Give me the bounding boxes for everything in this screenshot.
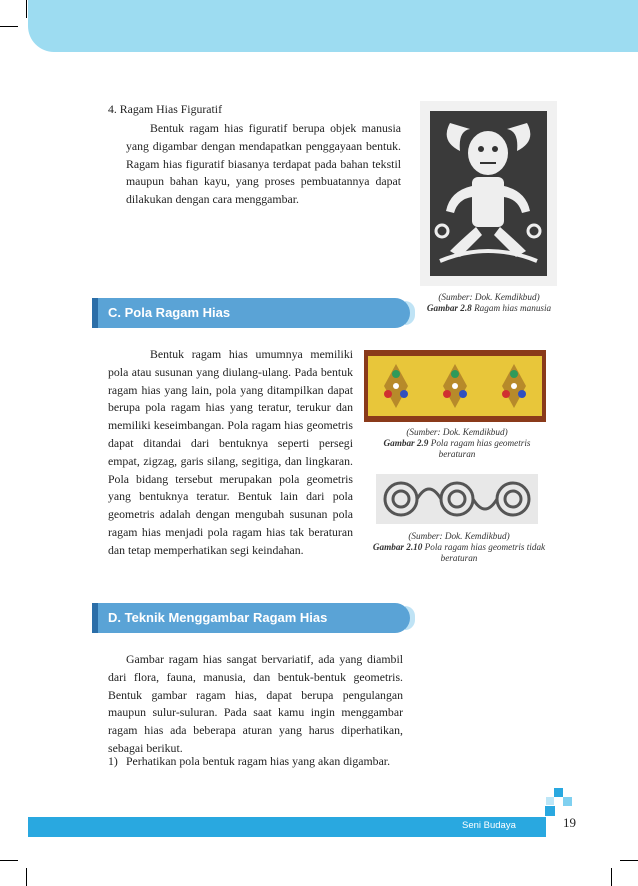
figure-2-8-text: Ragam hias manusia xyxy=(474,303,552,313)
crop-mark xyxy=(26,0,27,18)
figure-2-8-image xyxy=(420,101,557,286)
figure-2-8-source: (Sumber: Dok. Kemdikbud) xyxy=(438,292,540,302)
section-c-heading: C. Pola Ragam Hias xyxy=(92,298,410,328)
page-number: 19 xyxy=(563,815,576,830)
figure-2-10-source: (Sumber: Dok. Kemdikbud) xyxy=(408,531,510,541)
scroll-ornament-pattern xyxy=(376,474,538,524)
footer-pixel-decoration xyxy=(554,788,563,797)
section-d-heading: D. Teknik Menggambar Ragam Hias xyxy=(92,603,410,633)
footer-pixel-decoration xyxy=(545,806,555,816)
header-band xyxy=(28,0,638,52)
figure-2-9-text: Pola ragam hias geometris beraturan xyxy=(430,438,531,459)
section-4-body: Bentuk ragam hias figuratif berupa objek manusia yang digambar dengan mendapatkan penggayaan bentuk. Ragam hias figuratif biasanya terdapat pada bahan tekstil maupun bahan kayu, yang proses pembuatannya dapat dilakukan dengan cara menggambar. xyxy=(126,121,401,207)
footer-pixel-decoration xyxy=(546,797,554,805)
section-d-list-item: Perhatikan pola bentuk ragam hias yang akan digambar. xyxy=(126,754,391,768)
geometric-pattern xyxy=(364,350,546,422)
crop-mark xyxy=(0,860,18,861)
crop-mark xyxy=(611,868,612,886)
figure-2-10-label: Gambar 2.10 xyxy=(372,542,423,552)
figure-2-10-text: Pola ragam hias geometris tidak beraturan xyxy=(424,542,546,563)
figure-2-9-source: (Sumber: Dok. Kemdikbud) xyxy=(406,427,508,437)
crop-mark xyxy=(620,860,638,861)
human-figure-ornament xyxy=(420,101,557,286)
crop-mark xyxy=(0,26,18,27)
section-d-body: Gambar ragam hias sangat bervariatif, ada yang diambil dari flora, fauna, manusia, dan bentuk-bentuk geometris. Bentuk gambar ragam hias, dapat berupa pengulangan maupun sulur-suluran. Pada saat kamu ingin menggambar ragam hias ada beberapa aturan yang harus diperhatikan, sebagai berikut. xyxy=(108,652,403,755)
figure-2-8-label: Gambar 2.8 xyxy=(426,303,472,313)
crop-mark xyxy=(26,868,27,886)
section-4-title: 4. Ragam Hias Figuratif xyxy=(108,102,223,116)
figure-2-8-caption xyxy=(423,292,555,314)
footer-pixel-decoration xyxy=(563,797,572,806)
figure-2-9-label: Gambar 2.9 xyxy=(383,438,429,448)
figure-2-9-caption xyxy=(366,427,548,460)
figure-2-10-image xyxy=(376,474,538,524)
section-c-body: Bentuk ragam hias umumnya memiliki pola atau susunan yang diulang-ulang. Pada bentuk ragam hias yang lain, pola yang ditampilkan dapat berupa pola ragam hias yang teratur, terukur dan memiliki keseimbangan. Pola ragam hias geometris dapat ditandai dari bentuknya seperti persegi empat, zigzag, garis silang, segitiga, dan lingkaran. Pola bidang tersebut merupakan pola geometris yang bentuknya teratur. Bentuk lain dari pola geometris adalah dengan mengubah susunan pola ragam hias menjadi pola ragam hias tak beraturan dan tetap memperhatikan segi keindahan. xyxy=(108,347,353,557)
figure-2-10-caption xyxy=(362,531,556,564)
section-d-list-number: 1) xyxy=(108,754,118,768)
figure-2-9-image xyxy=(364,350,546,422)
footer-subject: Seni Budaya xyxy=(462,820,516,831)
